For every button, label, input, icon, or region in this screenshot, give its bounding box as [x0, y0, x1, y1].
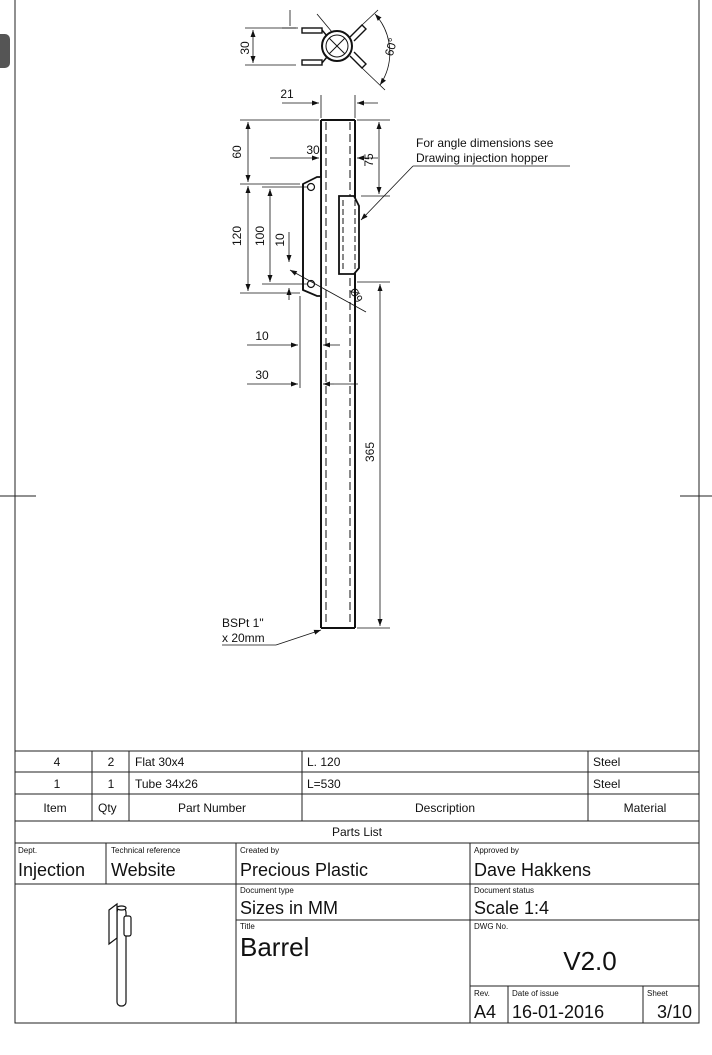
dim-phi9: Ø9	[346, 286, 365, 305]
flat-bar	[303, 177, 321, 296]
row1-qty: 2	[107, 755, 115, 769]
header-description: Description	[414, 801, 476, 815]
angle-note-line2: Drawing injection hopper	[416, 151, 549, 165]
dim-60-angle: 60°	[382, 36, 401, 58]
sheet-value: 3/10	[656, 1002, 692, 1022]
thread-note-line2: x 20mm	[222, 631, 265, 645]
dim-30-horizontal: 30	[255, 368, 269, 382]
dept-label: Dept.	[18, 846, 38, 855]
row1-desc: L. 120	[307, 755, 341, 769]
date-value: 16-01-2016	[512, 1002, 605, 1022]
thread-note-line1: BSPt 1"	[222, 616, 264, 630]
dim-120: 120	[230, 225, 244, 247]
doctype-value: Sizes in MM	[240, 898, 339, 918]
techref-label: Technical reference	[111, 846, 181, 855]
dwg-label: DWG No.	[474, 922, 509, 931]
row2-desc: L=530	[307, 777, 341, 791]
barrel-thumbnail	[109, 904, 131, 1006]
status-label: Document status	[474, 886, 535, 895]
doctype-label: Document type	[240, 886, 294, 895]
row1-item: 4	[53, 755, 61, 769]
row2-material: Steel	[593, 777, 621, 791]
row2-part: Tube 34x26	[135, 777, 198, 791]
parts-list-title: Parts List	[331, 825, 383, 839]
drawing-title: Barrel	[240, 932, 310, 962]
side-dimensions	[222, 95, 570, 645]
hopper-slot	[339, 196, 359, 274]
rev-label: Rev.	[474, 989, 490, 998]
dim-30-mid: 30	[306, 143, 320, 157]
created-label: Created by	[240, 846, 280, 855]
row1-part: Flat 30x4	[135, 755, 185, 769]
header-material: Material	[623, 801, 667, 815]
angle-note-line1: For angle dimensions see	[416, 136, 554, 150]
end-view	[245, 10, 390, 90]
header-item: Item	[43, 801, 67, 815]
techref-value: Website	[111, 860, 176, 880]
dim-60: 60	[230, 145, 244, 159]
dim-10-vertical: 10	[273, 233, 287, 247]
header-part-number: Part Number	[177, 801, 247, 815]
date-label: Date of issue	[512, 989, 559, 998]
dim-100: 100	[253, 225, 267, 247]
row2-qty: 1	[107, 777, 115, 791]
dept-value: Injection	[18, 860, 86, 880]
status-value: Scale 1:4	[474, 898, 550, 918]
created-value: Precious Plastic	[240, 860, 369, 880]
title-label: Title	[240, 922, 255, 931]
dwg-value: V2.0	[563, 946, 617, 976]
approved-value: Dave Hakkens	[474, 860, 592, 880]
dim-21: 21	[280, 87, 294, 101]
dim-75: 75	[362, 153, 376, 167]
sheet-label: Sheet	[647, 989, 668, 998]
dim-365: 365	[363, 441, 377, 463]
row1-material: Steel	[593, 755, 621, 769]
dim-30-top: 30	[238, 41, 252, 55]
rev-value: A4	[474, 1002, 497, 1022]
dim-10-horizontal: 10	[255, 329, 269, 343]
row2-item: 1	[53, 777, 61, 791]
header-qty: Qty	[98, 801, 117, 815]
approved-label: Approved by	[474, 846, 519, 855]
